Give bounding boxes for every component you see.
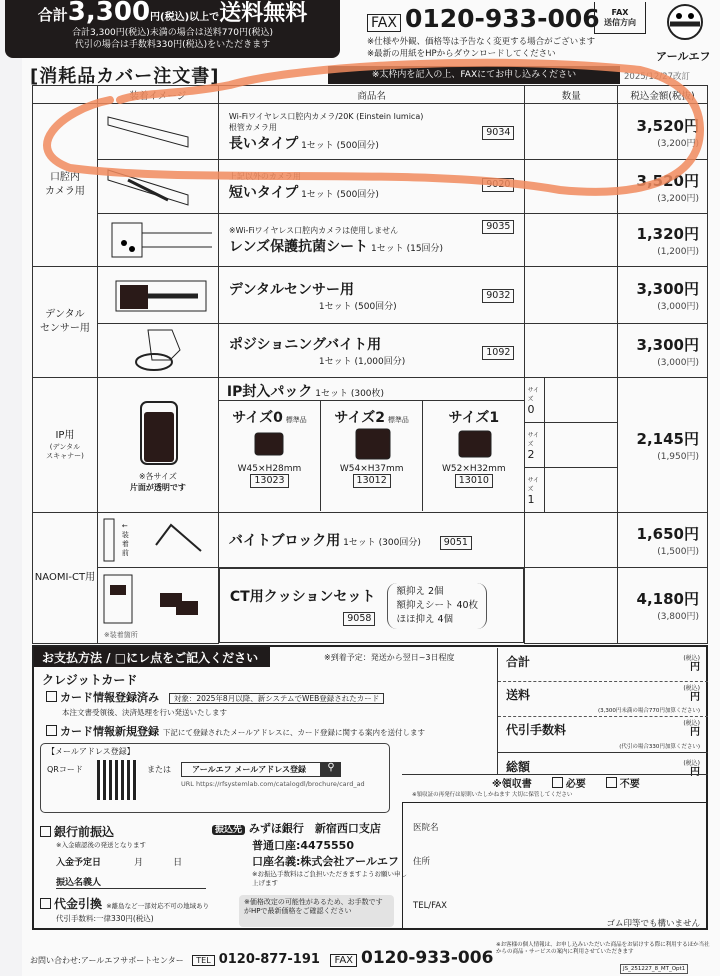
table-row — [33, 568, 708, 644]
product-note: 上記以外のカメラ用 — [228, 172, 301, 181]
fax-direction-arrow: FAX 送信方向 — [594, 2, 646, 34]
size-label: サイズ1 — [448, 410, 500, 426]
banner-suffix: 円(税込)以上で — [150, 12, 220, 23]
product-name: バイトブロック用 — [228, 533, 341, 549]
grand-total-label: 総額 — [506, 760, 531, 774]
card-registered-checkbox[interactable] — [46, 691, 57, 702]
cod-fee-note: (代引の場合330円加算ください) — [619, 744, 700, 750]
ip-pack-image — [97, 378, 218, 513]
revision-date: 2025/12/27改訂 — [624, 72, 690, 82]
banner-free: 送料無料 — [219, 1, 308, 26]
payer-name-field[interactable]: 振込名義人 — [56, 875, 206, 889]
form-instruction: ※太枠内を記入の上、FAXにてお申し込みください — [328, 66, 620, 84]
quantity-input-size2[interactable] — [545, 423, 618, 468]
banner-line2: 合計3,300円(税込)未満の場合は送料770円(税込) — [72, 28, 273, 38]
privacy-note: ※お客様の個人情報は、お申し込みいただいた商品をお届けする際に利用するほか当社からの商品・サービスの案内に利用させていただきます — [496, 942, 710, 955]
qr-label: QRコード — [47, 765, 83, 774]
search-box[interactable]: アールエフ メールアドレス登録 — [181, 762, 321, 777]
lens-sheet-image — [97, 214, 218, 267]
fax-number-header — [367, 4, 600, 33]
size-std: 標準品 — [285, 416, 307, 424]
shipping-label: 送料 — [506, 688, 531, 702]
yen-label: 円 — [690, 767, 700, 778]
card-registered-label: カード情報登録済み — [60, 691, 159, 704]
quantity-input-size1[interactable] — [545, 468, 618, 513]
size-dim: W54×H37mm — [339, 464, 404, 474]
qty-size-number: 0 — [527, 402, 535, 416]
product-name: デンタルセンサー用 — [228, 281, 355, 298]
receipt-label: ※領収書 — [492, 779, 532, 790]
fax-note1: ※仕様や外観、価格等は予告なく変更する場合がございます — [367, 37, 596, 47]
receipt-row — [402, 774, 708, 802]
summary-box — [497, 648, 708, 778]
size-std: 標準品 — [387, 416, 409, 424]
cushion-item: 額抑え 2個 — [396, 585, 444, 597]
product-set: 1セット (300回分) — [343, 538, 421, 548]
table-row — [33, 513, 708, 568]
credit-card-heading: クレジットカード — [42, 673, 138, 687]
price-excl-tax: (3,200円) — [657, 138, 699, 149]
price-excl-tax: (3,000円) — [657, 357, 699, 368]
bite-block-image — [97, 513, 218, 568]
product-table — [32, 85, 708, 644]
email-title: 【メールアドレス登録】 — [47, 747, 135, 756]
quantity-input[interactable] — [525, 324, 618, 378]
email-registration-box — [40, 743, 390, 813]
tax-label: (税込) — [683, 760, 700, 767]
price: 1,650円 — [636, 525, 699, 543]
search-icon[interactable]: ⚲ — [321, 762, 341, 777]
cushion-set-image — [97, 568, 218, 644]
price-excl-tax: (3,000円) — [657, 302, 699, 312]
category-oral-camera: 口腔内 カメラ用 — [33, 104, 98, 267]
yen-label: 円 — [690, 692, 700, 703]
product-set: 1セット (500回分) — [301, 190, 379, 200]
payment-date-label: 入金予定日 — [56, 858, 102, 868]
document-id: JS_251227_8_MT_Opt1 — [620, 964, 688, 974]
quantity-input[interactable] — [525, 513, 618, 568]
price: 4,180円 — [636, 590, 699, 609]
price: 3,520円 — [636, 116, 699, 135]
banner-line3: 代引の場合は手数料330円(税込)をいただきます — [74, 40, 271, 50]
fee-note: ※お振込手数料はご負担いただきますようお願い申し上げます — [252, 870, 407, 887]
tel-fax-field[interactable]: TEL/FAX — [413, 901, 447, 911]
price-excl-tax: (1,200円) — [657, 247, 699, 257]
quantity-input[interactable] — [525, 104, 618, 160]
ip-size-0 — [219, 401, 321, 511]
ip-product-name: IP封入パック — [226, 384, 313, 400]
address-field[interactable]: 住所 — [413, 857, 431, 867]
product-code: 9034 — [482, 126, 514, 140]
product-note: ※Wi-Fiワイヤレス口腔内カメラは使用しません — [228, 225, 399, 235]
account-holder: 口座名義:株式会社アールエフ — [252, 855, 399, 868]
product-set: 1セット (500回分) — [301, 140, 379, 151]
price: 1,320円 — [636, 225, 699, 243]
shipping-note: (3,300円未満の場合770円加算ください) — [597, 708, 700, 714]
product-name: 短いタイプ — [228, 185, 299, 201]
product-code: 1092 — [482, 346, 514, 360]
product-set: 1セット (1,000回分) — [318, 357, 406, 367]
table-row — [33, 104, 708, 160]
header-quantity: 数量 — [525, 86, 618, 104]
payment-header: お支払方法 / □にレ点をご記入ください — [34, 647, 270, 667]
product-name: CT用クッションセット — [229, 588, 376, 605]
qty-size-number: 1 — [527, 492, 535, 506]
payment-section — [32, 645, 708, 930]
cod-fee-label: 代引手数料 — [506, 723, 567, 737]
customer-info-box — [402, 802, 708, 930]
qr-code-icon[interactable] — [97, 760, 137, 800]
price-excl-tax: (1,500円) — [657, 547, 699, 557]
quantity-input[interactable] — [525, 568, 618, 644]
price-excl-tax: (3,800円) — [657, 612, 699, 623]
positioning-bite-image — [97, 324, 218, 378]
category-ip-sub: (デンタル スキャナー) — [46, 443, 84, 460]
receipt-noneed-checkbox[interactable] — [606, 777, 617, 788]
product-code: 9020 — [482, 178, 514, 192]
total-label: 合計 — [506, 655, 531, 669]
quantity-input-size0[interactable] — [545, 378, 618, 423]
image-note: ←装着前 — [121, 522, 129, 557]
table-row — [33, 324, 708, 378]
fax-label: FAX — [367, 14, 401, 32]
product-set: 1セット (15回分) — [371, 243, 444, 254]
form-title: [消耗品カバー注文書] — [30, 66, 220, 87]
arrival-note: ※到着予定：発送から翌日~3日程度 — [324, 653, 455, 662]
receipt-need-label: 必要 — [565, 779, 586, 790]
month-label: 月 — [134, 858, 144, 868]
size-code: 13023 — [250, 474, 288, 488]
product-code: 9051 — [440, 536, 472, 550]
product-code: 9032 — [482, 289, 514, 303]
product-name: 長いタイプ — [228, 135, 299, 152]
ip-size-2 — [321, 401, 423, 511]
banner-prefix: 合計 — [37, 6, 68, 24]
tel-number: 0120-877-191 — [218, 952, 320, 967]
product-set: 1セット (500回分) — [318, 301, 397, 312]
day-label: 日 — [173, 858, 183, 868]
product-note2: 根管カメラ用 — [228, 122, 277, 132]
qty-size-label: サイズ — [527, 386, 540, 403]
ip-image-note2: 片面が透明です — [129, 482, 186, 492]
table-row — [33, 214, 708, 267]
transfer-dest-badge: 振込先 — [212, 825, 245, 835]
yen-label: 円 — [690, 727, 700, 738]
bank-transfer-note: ※入金確認後の発送となります — [56, 841, 146, 849]
qty-size-label: サイズ — [527, 431, 540, 448]
logo-text: アールエフ — [656, 50, 711, 63]
quantity-input[interactable] — [525, 160, 618, 214]
yen-label: 円 — [690, 662, 700, 673]
qty-size-label: サイズ — [527, 476, 540, 493]
product-name: ポジショニングバイト用 — [228, 337, 382, 353]
footer-fax-label: FAX — [330, 954, 357, 967]
stamp-note: ゴム印等でも構いません — [606, 919, 700, 929]
product-code: 9035 — [482, 220, 514, 234]
fax-note2: ※最新の用紙をHPからダウンロードしてください — [367, 49, 556, 59]
camera-long-image — [97, 104, 218, 160]
product-note: Wi-Fiワイヤレス口腔内カメラ/20K (Einstein lumica) — [228, 111, 424, 121]
qty-size-number: 2 — [527, 447, 535, 461]
card-registered-sub: 本注文書受領後、決済処理を行い発送いたします — [62, 708, 227, 717]
size-label: サイズ0 — [232, 410, 283, 426]
price: 3,300円 — [636, 335, 699, 354]
footer — [30, 948, 493, 968]
receipt-note: ※領収証の再発行は原則いたしかねます 大切に保管してください — [412, 792, 573, 798]
header-product: 商品名 — [218, 86, 525, 104]
url-label: URL — [181, 780, 194, 788]
tax-label: (税込) — [683, 720, 700, 727]
card-new-checkbox[interactable] — [46, 725, 57, 736]
cod-label: 代金引換 — [54, 897, 103, 911]
bank-transfer-label: 銀行前振込 — [54, 825, 115, 839]
fax-number: 0120-933-006 — [404, 4, 600, 33]
category-dental-sensor: デンタル センサー用 — [33, 267, 98, 378]
price-excl-tax: (3,200円) — [657, 193, 699, 204]
size-code: 13010 — [455, 474, 493, 488]
contact-label: お問い合わせ:アールエフサポートセンター — [30, 956, 184, 965]
price: 3,300円 — [636, 280, 699, 298]
clinic-name-field[interactable]: 医院名 — [413, 823, 439, 833]
bank-name: みずほ銀行 新宿西口支店 — [248, 822, 381, 835]
account-number: 普通口座:4475550 — [252, 839, 354, 852]
price-excl-tax: (1,950円) — [657, 452, 699, 462]
table-row — [33, 160, 708, 214]
size-dim: W52×H32mm — [442, 464, 506, 474]
footer-fax-number: 0120-933-006 — [361, 948, 494, 968]
cushion-item: 額抑えシート 40枚 — [396, 599, 479, 611]
header-price: 税込金額(税抜) — [618, 86, 708, 104]
product-name: レンズ保護抗菌シート — [228, 238, 369, 255]
size-label: サイズ2 — [334, 410, 386, 426]
cushion-contents — [387, 583, 487, 629]
ip-set: 1セット (300枚) — [315, 389, 385, 399]
quantity-input[interactable] — [525, 267, 618, 324]
table-row — [33, 267, 708, 324]
cushion-item: ほほ抑え 4個 — [396, 613, 454, 625]
image-note: ※装着箇所 — [103, 630, 138, 639]
category-ip: IP用 — [55, 430, 75, 441]
bank-transfer-checkbox[interactable] — [40, 826, 51, 837]
quantity-input[interactable] — [525, 214, 618, 267]
cod-checkbox[interactable] — [40, 898, 51, 909]
ip-image-note1: ※各サイズ — [138, 471, 177, 481]
price-revision-note: ※価格改定の可能性があるため、お手数ですがHPで最新価格をご確認ください — [239, 895, 394, 927]
price: 3,520円 — [636, 171, 699, 190]
table-row-ip — [33, 378, 708, 423]
receipt-noneed-label: 不要 — [619, 779, 640, 790]
card-new-note: 下記にて登録されたメールアドレスに、カード登録に関する案内を送付します — [162, 728, 425, 737]
or-label: または — [147, 765, 171, 774]
size-dim: W45×H28mm — [237, 464, 302, 474]
free-shipping-banner — [5, 0, 340, 58]
table-header — [33, 86, 708, 104]
email-url[interactable]: https://rfsystemlab.com/catalogdl/brochure/card_ad — [195, 780, 365, 788]
camera-short-image — [97, 160, 218, 214]
tax-label: (税込) — [683, 685, 700, 692]
tel-label: TEL — [192, 955, 214, 966]
price: 2,145円 — [636, 430, 699, 448]
product-code: 9058 — [343, 612, 375, 626]
cod-note: ※離島など一部対応不可の地域あり — [106, 902, 210, 910]
size-code: 13012 — [353, 474, 391, 488]
header-image: 装着イメージ — [97, 86, 218, 104]
tax-label: (税込) — [683, 655, 700, 662]
receipt-need-checkbox[interactable] — [552, 777, 563, 788]
cod-fee: 代引手数料:一律330円(税込) — [56, 914, 154, 923]
card-new-label: カード情報新規登録 — [60, 725, 159, 738]
sensor-image — [97, 267, 218, 324]
banner-amount: 3,300 — [67, 0, 151, 27]
ip-size-1 — [423, 401, 524, 511]
logo-mascot-icon — [660, 2, 710, 44]
category-naomi-ct: NAOMI-CT用 — [33, 513, 98, 644]
card-registered-note: 対象：2025年8月以降、新システムでWEB登録されたカード — [169, 693, 384, 704]
